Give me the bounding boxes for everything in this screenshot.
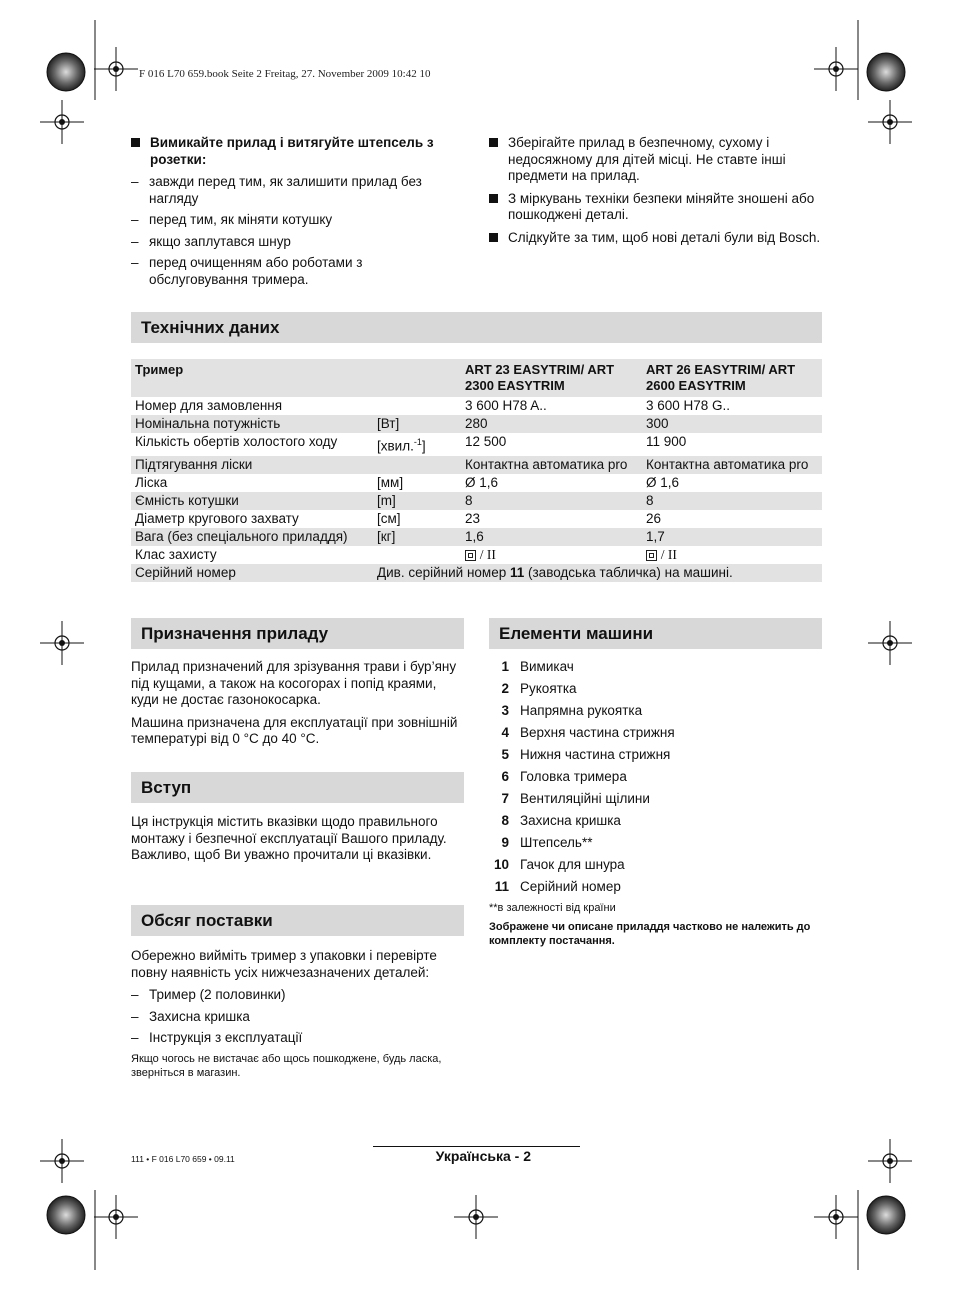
footer-code: 111 • F 016 L70 659 • 09.11	[131, 1154, 235, 1164]
crosshair-icon	[94, 47, 138, 91]
table-row: Підтягування ліски Контактна автоматика pro Контактна автоматика pro	[131, 456, 822, 474]
list-item: 11 Серійний номер	[494, 879, 621, 894]
model-a: ART 23 EASYTRIM/ ART 2300 EASYTRIM	[461, 359, 642, 397]
safety-bullet: З міркувань техніки безпеки міняйте зношені або пошкоджені деталі.	[489, 191, 822, 224]
crosshair-icon	[814, 1195, 858, 1239]
crosshair-icon	[868, 1139, 912, 1183]
bullet-square-icon	[489, 194, 498, 203]
section-heading-parts: Елементи машини	[489, 618, 822, 649]
purpose-text: Прилад призначений для зрізування трави і бур’яну під кущами, а також на косогорах і попід краями, куди не достає газонокосарка. Машина призначена для експлуатації при зовнішній температурі від 0 °C до 40 °C.	[131, 659, 458, 746]
footer-rule	[373, 1146, 580, 1147]
protection-class-icon	[465, 550, 476, 561]
dash-item: – перед тим, як міняти котушку	[131, 212, 333, 227]
list-item: 5 Нижня частина стрижня	[501, 747, 671, 762]
table-row: Серійний номер Див. серійний номер 11 (заводська табличка) на машині.	[131, 564, 822, 582]
protection-class-icon	[646, 550, 657, 561]
safety-bullet: Зберігайте прилад в безпечному, сухому і недосяжному для дітей місці. Не ставте інші предмети на прилад.	[489, 135, 822, 185]
table-row: Клас захисту / II / II	[135, 546, 677, 562]
col-header: Тример	[131, 359, 373, 397]
color-dial-icon	[47, 1196, 85, 1234]
dash-item: – перед очищенням або роботами з обслуговування тримера.	[131, 255, 363, 287]
table-row: Діаметр кругового захвату [см] 23 26	[135, 510, 662, 526]
list-item: 1 Вимикач	[501, 659, 574, 674]
list-item: 2 Рукоятка	[501, 681, 577, 696]
bullet-square-icon	[131, 138, 140, 147]
file-header: F 016 L70 659.book Seite 2 Freitag, 27. November 2009 10:42 10	[139, 68, 431, 80]
crosshair-icon	[40, 621, 84, 665]
list-item: 4 Верхня частина стрижня	[501, 725, 675, 740]
section-heading-purpose: Призначення приладу	[131, 618, 464, 649]
list-item: 9 Штепсель**	[501, 835, 593, 850]
crosshair-icon	[454, 1195, 498, 1239]
table-row: Кількість обертів холостого ходу [хвил.$^{-1}$] 12 500 11 900	[135, 434, 687, 454]
safety-right	[489, 135, 822, 246]
bullet-square-icon	[489, 233, 498, 242]
intro-text: Ця інструкція містить вказівки щодо правильного монтажу і безпечної експлуатації Вашого приладу. Важливо, щоб Ви уважно прочитали ці вказівки.	[131, 814, 447, 862]
dash-item: – якщо заплутався шнур	[131, 233, 291, 249]
parts-list	[489, 656, 822, 948]
table-row: Ємність котушки [m] 8 8	[131, 492, 822, 510]
safety-bold-instruction: Вимикайте прилад і витягуйте штепсель з розетки:	[131, 135, 464, 168]
safety-left	[131, 135, 464, 288]
safety-bullet: Слідкуйте за тим, щоб нові деталі були від Bosch.	[489, 230, 822, 247]
dash-item: – Тример (2 половинки)	[131, 987, 286, 1002]
crosshair-icon	[40, 1139, 84, 1183]
tech-table	[131, 359, 822, 582]
color-dial-icon	[867, 53, 905, 91]
list-item: 8 Захисна кришка	[501, 813, 621, 828]
dash-item: – Інструкція з експлуатації	[131, 1030, 303, 1045]
model-b: ART 26 EASYTRIM/ ART 2600 EASYTRIM	[642, 359, 822, 397]
color-dial-icon	[47, 53, 85, 91]
table-row: Ліска [мм] Ø 1,6 Ø 1,6	[135, 474, 680, 490]
section-heading-delivery: Обсяг поставки	[131, 905, 464, 936]
table-row: Вага (без спеціального приладдя) [кг] 1,6 1,7	[131, 528, 822, 546]
crosshair-icon	[868, 100, 912, 144]
crosshair-icon	[814, 47, 858, 91]
list-item: 3 Напрямна рукоятка	[501, 703, 643, 718]
crosshair-icon	[40, 100, 84, 144]
table-row: Номер для замовлення 3 600 H78 A.. 3 600 H78 G..	[135, 398, 731, 413]
section-heading-tech: Технічних даних	[131, 312, 822, 343]
note-bold: Зображене чи описане приладдя частково не належить до комплекту постачання.	[489, 921, 811, 947]
color-dial-icon	[867, 1196, 905, 1234]
list-item: 6 Головка тримера	[501, 769, 627, 784]
dash-item: – Захисна кришка	[131, 1008, 250, 1024]
section-heading-intro: Вступ	[131, 772, 464, 803]
footnote: **в залежності від країни	[489, 902, 616, 914]
list-item: 7 Вентиляційні щілини	[501, 791, 650, 806]
list-item: 10 Гачок для шнура	[493, 857, 625, 872]
dash-item: – завжди перед тим, як залишити прилад без нагляду	[131, 174, 422, 206]
table-row: Номінальна потужність [Вт] 280 300	[131, 415, 822, 433]
delivery-text: Обережно вийміть тример з упаковки і перевірте повну наявність усіх нижчезазначених деталей: – Тример (2 половинки) – Захисна кришка – Інструкція з експлуатації Якщо чогось не вистачає або щось пошкоджене, будь ласка, зверніться в магазин.	[131, 948, 464, 1080]
crosshair-icon	[94, 1195, 138, 1239]
table-header-row	[131, 359, 822, 397]
bullet-square-icon	[489, 138, 498, 147]
crosshair-icon	[868, 621, 912, 665]
page-number: Українська - 2	[435, 1148, 531, 1164]
